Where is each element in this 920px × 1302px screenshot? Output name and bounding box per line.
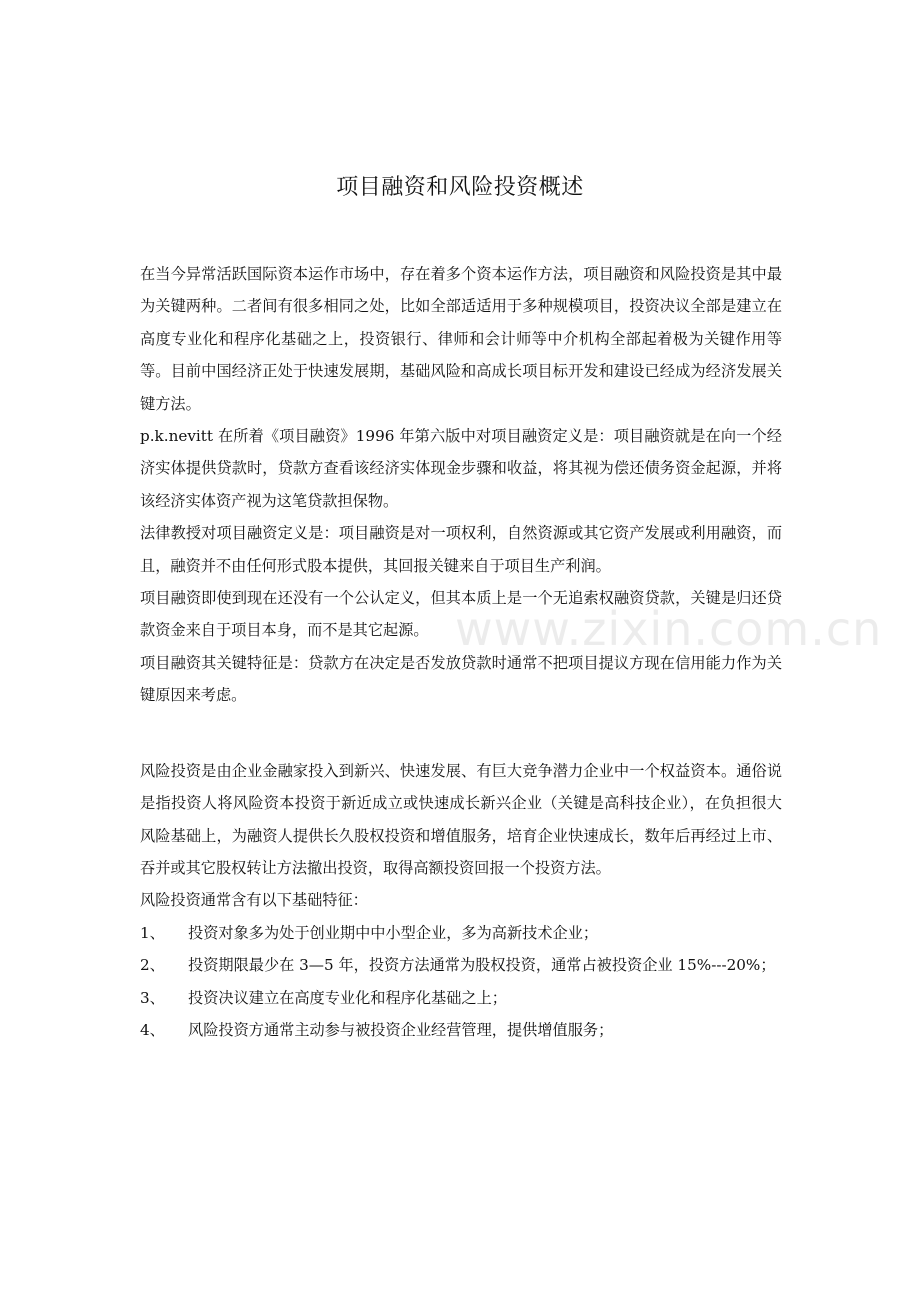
paragraph-nevitt-definition: p.k.nevitt 在所着《项目融资》1996 年第六版中对项目融资定义是：项目融资就是在向一个经济实体提供贷款时，贷款方查看该经济实体现金步骤和收益，将其视为偿还债务资金起源，并将该经济实体资产视为这笔贷款担保物。 xyxy=(140,427,782,510)
list-text: 风险投资方通常主动参与被投资企业经营管理，提供增值服务； xyxy=(188,1020,614,1039)
list-item xyxy=(140,917,782,949)
watermark: www.zixin.com.cn xyxy=(455,602,883,656)
paragraph-essence: 项目融资即使到现在还没有一个公认定义，但其本质上是一个无追索权融资贷款，关键是归还贷款资金来自于项目本身，而不是其它起源。 xyxy=(140,589,782,640)
paragraph-key-feature: 项目融资其关键特征是：贷款方在决定是否发放贷款时通常不把项目提议方现在信用能力作为关键原因来考虑。 xyxy=(140,653,782,705)
paragraph-features-intro: 风险投资通常含有以下基础特征： xyxy=(140,891,368,910)
list-text: 投资对象多为处于创业期中中小型企业，多为高新技术企业； xyxy=(188,923,599,942)
list-item xyxy=(140,982,782,1014)
paragraph-venture-capital: 风险投资是由企业金融家投入到新兴、快速发展、有巨大竞争潜力企业中一个权益资本。通俗说是指投资人将风险资本投资于新近成立或快速成长新兴企业（关键是高科技企业），在负担很大风险基础上，为融资人提供长久股权投资和增值服务，培育企业快速成长，数年后再经过上市、吞并或其它股权转让方法撤出投资，取得高额投资回报一个投资方法。 xyxy=(140,761,782,877)
list-number: 2、 xyxy=(140,956,165,975)
list-item xyxy=(140,1014,782,1046)
list-text: 投资决议建立在高度专业化和程序化基础之上； xyxy=(188,988,507,1007)
section-spacer xyxy=(140,712,782,755)
document-body xyxy=(140,258,782,1046)
paragraph-intro: 在当今异常活跃国际资本运作市场中，存在着多个资本运作方法，项目融资和风险投资是其中最为关键两种。二者间有很多相同之处，比如全部适适用于多种规模项目，投资决议全部是建立在高度专业化和程序化基础之上，投资银行、律师和会计师等中介机构全部起着极为关键作用等等。目前中国经济正处于快速发展期，基础风险和高成长项目标开发和建设已经成为经济发展关键方法。 xyxy=(140,265,782,413)
list-number: 1、 xyxy=(140,923,165,942)
list-text: 投资期限最少在 3—5 年，投资方法通常为股权投资，通常占被投资企业 15%---20%； xyxy=(188,956,776,975)
list-number: 4、 xyxy=(140,1020,165,1039)
document-title: 项目融资和风险投资概述 xyxy=(336,175,584,200)
paragraph-legal-definition: 法律教授对项目融资定义是：项目融资是对一项权利，自然资源或其它资产发展或利用融资，而且，融资并不由任何形式股本提供，其回报关键来自于项目生产利润。 xyxy=(140,524,782,575)
list-item xyxy=(140,949,782,981)
list-number: 3、 xyxy=(140,988,165,1007)
feature-list xyxy=(140,917,782,1047)
